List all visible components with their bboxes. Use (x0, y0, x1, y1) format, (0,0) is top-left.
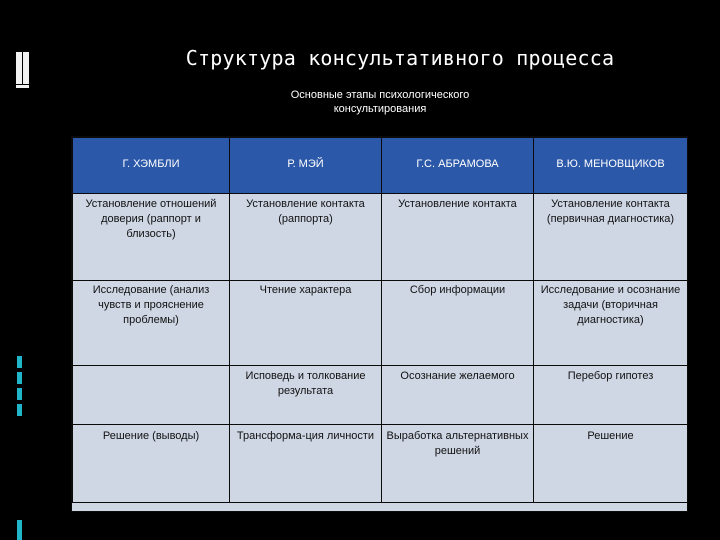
table-cell: Исследование (анализ чувств и прояснение проблемы) (73, 281, 230, 366)
column-header: Г.С. АБРАМОВА (382, 138, 534, 194)
decor-bar (23, 52, 29, 84)
table-row (73, 425, 688, 503)
decor-accent-bar (17, 372, 22, 384)
decor-accent-bar (17, 520, 22, 540)
table-cell-empty (73, 366, 230, 425)
decor-accent-bar (17, 388, 22, 400)
table-cell: Установление контакта (первичная диагностика) (534, 194, 688, 281)
subtitle-line: консультирования (333, 103, 427, 115)
table-cell: Установление отношений доверия (раппорт и близость) (73, 194, 230, 281)
table-cell: Выработка альтернативных решений (382, 425, 534, 503)
decor-accent-bar (17, 404, 22, 416)
slide-title: Структура консультативного процесса (185, 46, 615, 70)
table-cell: Перебор гипотез (534, 366, 688, 425)
table-row (73, 281, 688, 366)
table-row (73, 194, 688, 281)
table-cell: Исследование и осознание задачи (вторичная диагностика) (534, 281, 688, 366)
table-cell: Сбор информации (382, 281, 534, 366)
table-cell: Чтение характера (230, 281, 382, 366)
decor-bar (16, 85, 29, 88)
table-cell: Осознание желаемого (382, 366, 534, 425)
column-header: Г. ХЭМБЛИ (73, 138, 230, 194)
stages-table (71, 136, 688, 512)
decor-bar (16, 52, 22, 84)
table-cell: Трансформа-ция личности (230, 425, 382, 503)
table-header-row (73, 138, 688, 194)
decor-accent-bar (17, 356, 22, 368)
subtitle (250, 88, 510, 116)
table-cell: Установление контакта (382, 194, 534, 281)
column-header: Р. МЭЙ (230, 138, 382, 194)
table-row (73, 366, 688, 425)
table-cell: Исповедь и толкование результата (230, 366, 382, 425)
table-cell: Решение (534, 425, 688, 503)
column-header: В.Ю. МЕНОВЩИКОВ (534, 138, 688, 194)
table-cell: Установление контакта (раппорта) (230, 194, 382, 281)
subtitle-line: Основные этапы психологического (290, 89, 470, 101)
table-cell: Решение (выводы) (73, 425, 230, 503)
